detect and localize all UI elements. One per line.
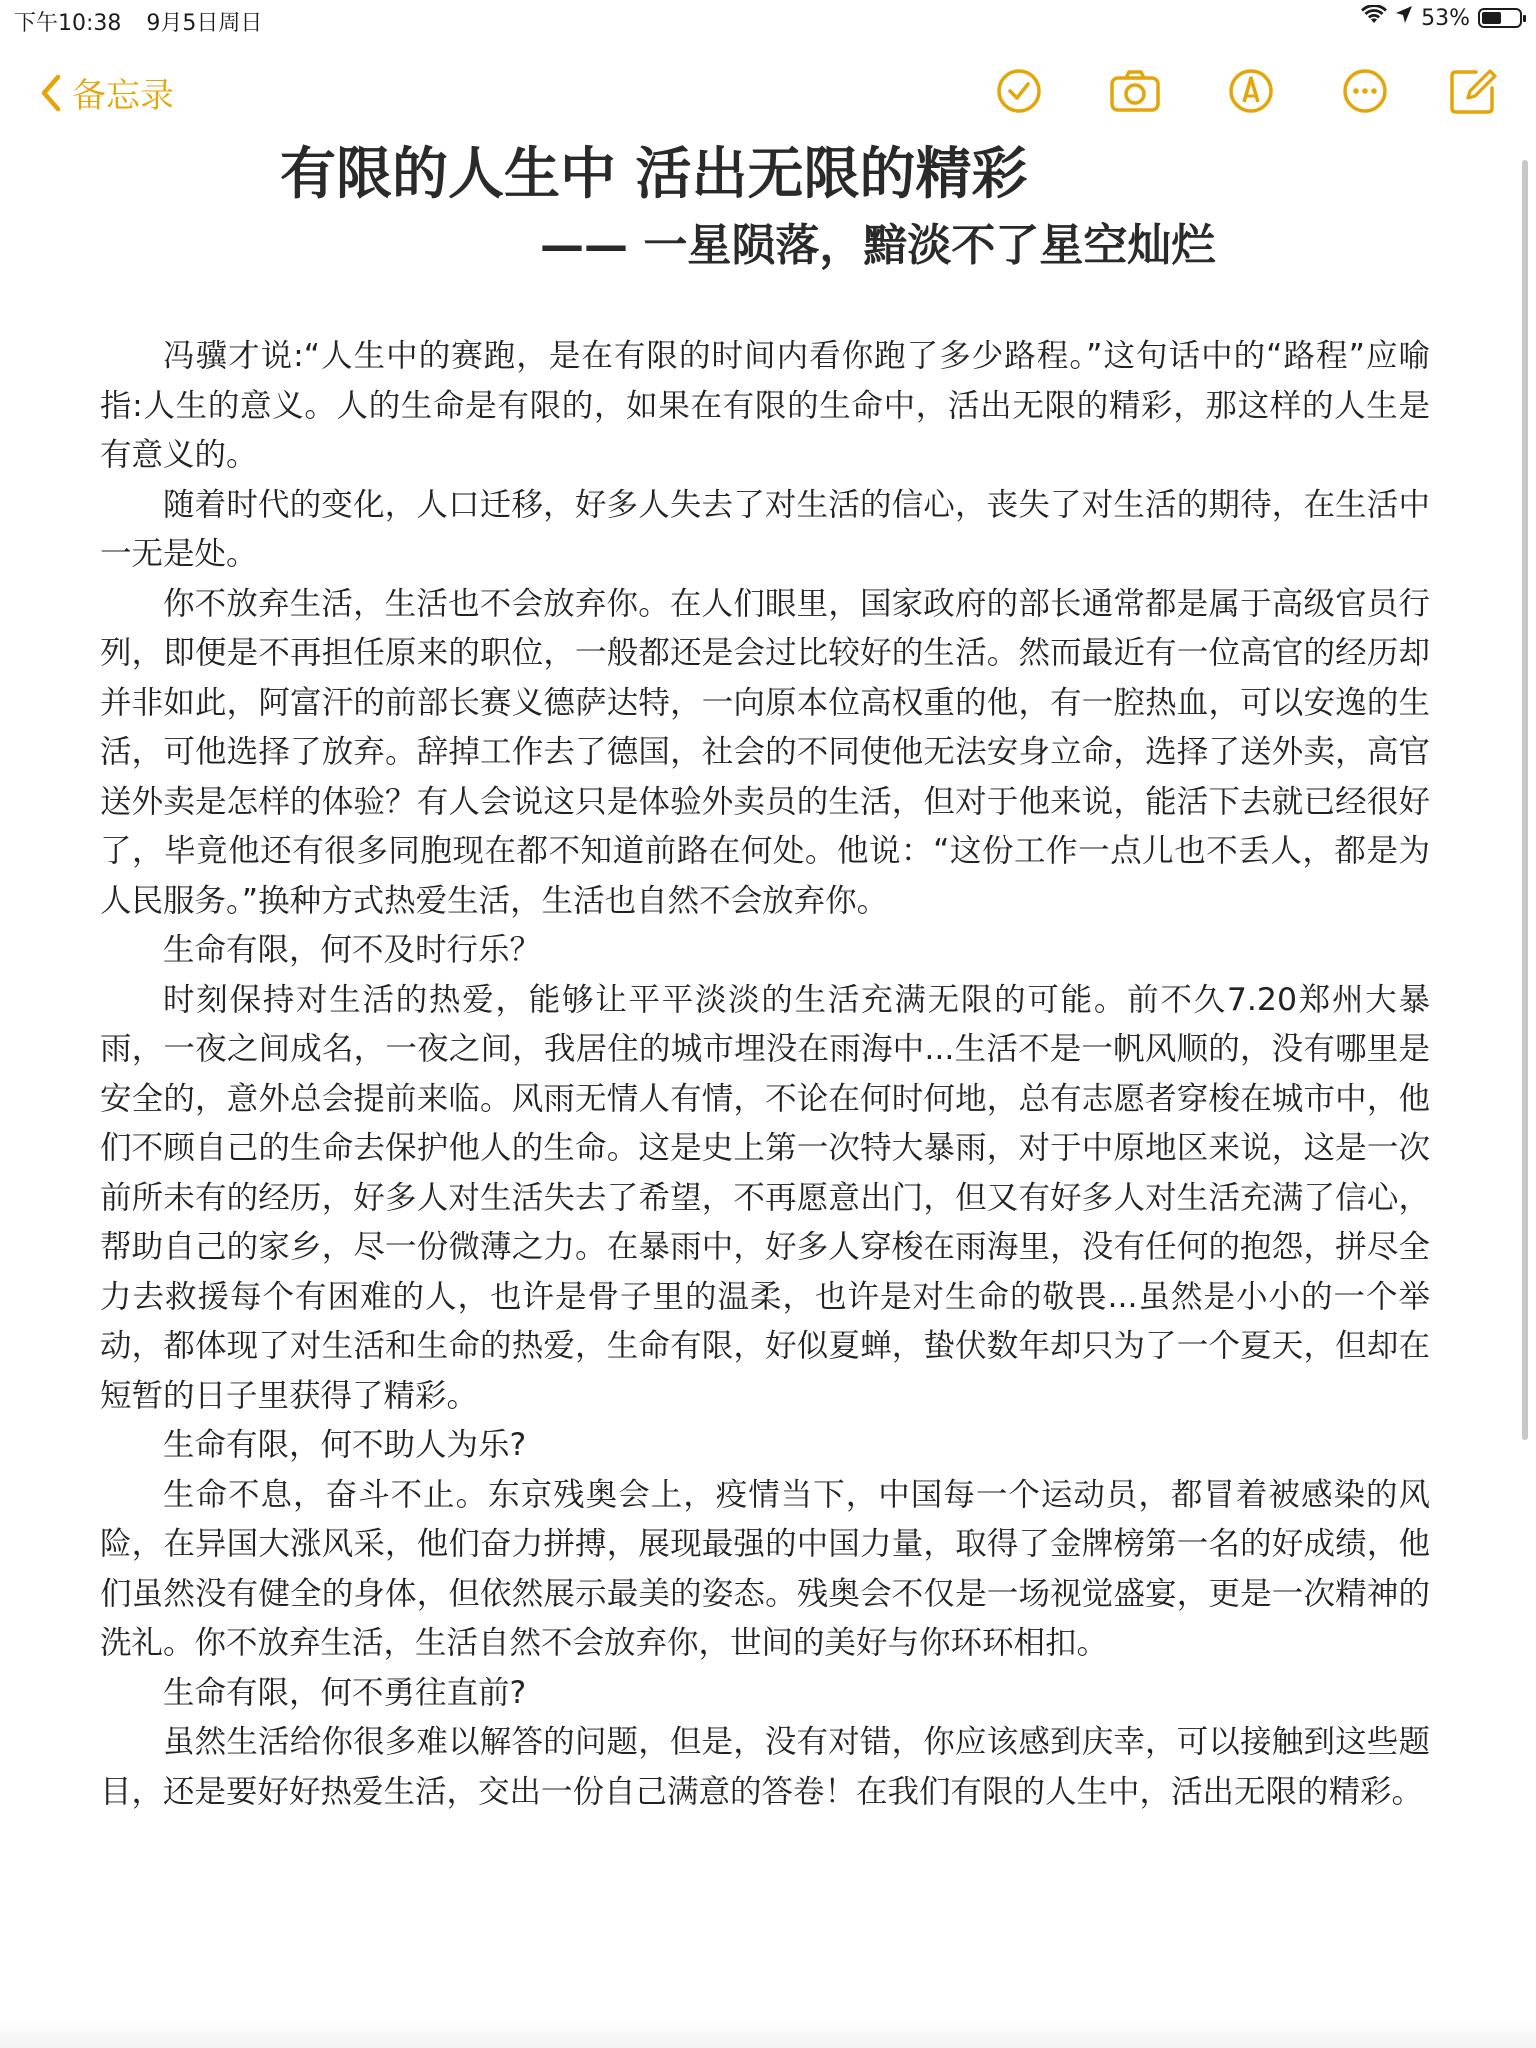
bottom-fade [0,2018,1536,2048]
battery-percent: 53% [1421,5,1470,31]
note-paragraph: 时刻保持对生活的热爱，能够让平平淡淡的生活充满无限的可能。前不久7.20郑州大暴雨，一夜之间成名，一夜之间，我居住的城市埋没在雨海中...生活不是一帆风顺的，没有哪里是安全的，意外总会提前来临。风雨无情人有情，不论在何时何地，总有志愿者穿梭在城市中，他们不顾自己的生命去保护他人的生命。这是史上第一次特大暴雨，对于中原地区来说，这是一次前所未有的经历，好多人对生活失去了希望，不再愿意出门，但又有好多人对生活充满了信心，帮助自己的家乡，尽一份微薄之力。在暴雨中，好多人穿梭在雨海里，没有任何的抱怨，拼尽全力去救援每个有困难的人，也许是骨子里的温柔，也许是对生命的敬畏...虽然是小小的一个举动，都体现了对生活和生命的热爱，生命有限，好似夏蝉，蛰伏数年却只为了一个夏天，但却在短暂的日子里获得了精彩。 [100,981,1430,1414]
status-time: 下午10:38 [14,11,122,36]
camera-button[interactable] [1108,64,1162,118]
status-date: 9月5日周日 [146,11,263,36]
note-subtitle: —— 一星陨落，黯淡不了星空灿烂 [540,220,1216,271]
checklist-icon [992,64,1046,118]
more-button[interactable] [1338,64,1392,118]
scrollbar[interactable] [1522,160,1528,1440]
chevron-left-icon [38,73,64,113]
note-paragraph: 虽然生活给你很多难以解答的问题，但是，没有对错，你应该感到庆幸，可以接触到这些题目，还是要好好热爱生活，交出一份自己满意的答卷！在我们有限的人生中，活出无限的精彩。 [100,1724,1430,1810]
note-paragraph: 冯骥才说:“人生中的赛跑，是在有限的时间内看你跑了多少路程。”这句话中的“路程”应喻指:人生的意义。人的生命是有限的，如果在有限的生命中，活出无限的精彩，那这样的人生是有意义的。 [100,338,1430,473]
status-right [1361,5,1522,31]
status-bar [0,0,1536,40]
back-label: 备忘录 [72,76,174,116]
note-paragraph: 生命有限，何不勇往直前? [163,1674,527,1711]
camera-icon [1108,64,1162,118]
battery-fill [1482,12,1501,24]
note-title: 有限的人生中 活出无限的精彩 [280,142,1028,207]
note-paragraph: 生命有限，何不及时行乐？ [163,932,542,968]
checklist-button[interactable] [992,64,1046,118]
note-paragraph: 你不放弃生活，生活也不会放弃你。在人们眼里，国家政府的部长通常都是属于高级官员行列，即便是不再担任原来的职位，一般都还是会过比较好的生活。然而最近有一位高官的经历却并非如此，阿富汗的前部长赛义德萨达特，一向原本位高权重的他，有一腔热血，可以安逸的生活，可他选择了放弃。辞掉工作去了德国，社会的不同使他无法安身立命，选择了送外卖，高官送外卖是怎样的体验？有人会说这只是体验外卖员的生活，但对于他来说，能活下去就已经很好了，毕竟他还有很多同胞现在都不知道前路在何处。他说：“这份工作一点儿也不丢人，都是为人民服务。”换种方式热爱生活，生活也自然不会放弃你。 [100,585,1430,919]
note-body [100,332,1430,1817]
markup-pen-icon [1224,64,1278,118]
wifi-icon [1361,5,1387,31]
compose-icon [1446,64,1500,118]
more-icon [1338,64,1392,118]
note-toolbar [0,60,1536,120]
location-arrow-icon [1395,5,1413,31]
markup-button[interactable] [1224,64,1278,118]
note-paragraph: 生命有限，何不助人为乐? [163,1427,527,1463]
back-button[interactable] [38,68,174,117]
compose-button[interactable] [1446,64,1500,118]
battery-icon [1478,8,1522,28]
note-content[interactable] [100,140,1430,1817]
note-paragraph: 随着时代的变化，人口迁移，好多人失去了对生活的信心，丧失了对生活的期待，在生活中一无是处。 [100,486,1430,572]
status-left [14,6,280,37]
note-paragraph: 生命不息，奋斗不止。东京残奥会上，疫情当下，中国每一个运动员，都冒着被感染的风险，在异国大涨风采，他们奋力拼搏，展现最强的中国力量，取得了金牌榜第一名的好成绩，他们虽然没有健全的身体，但依然展示最美的姿态。残奥会不仅是一场视觉盛宴，更是一次精神的洗礼。你不放弃生活，生活自然不会放弃你，世间的美好与你环环相扣。 [100,1476,1430,1661]
